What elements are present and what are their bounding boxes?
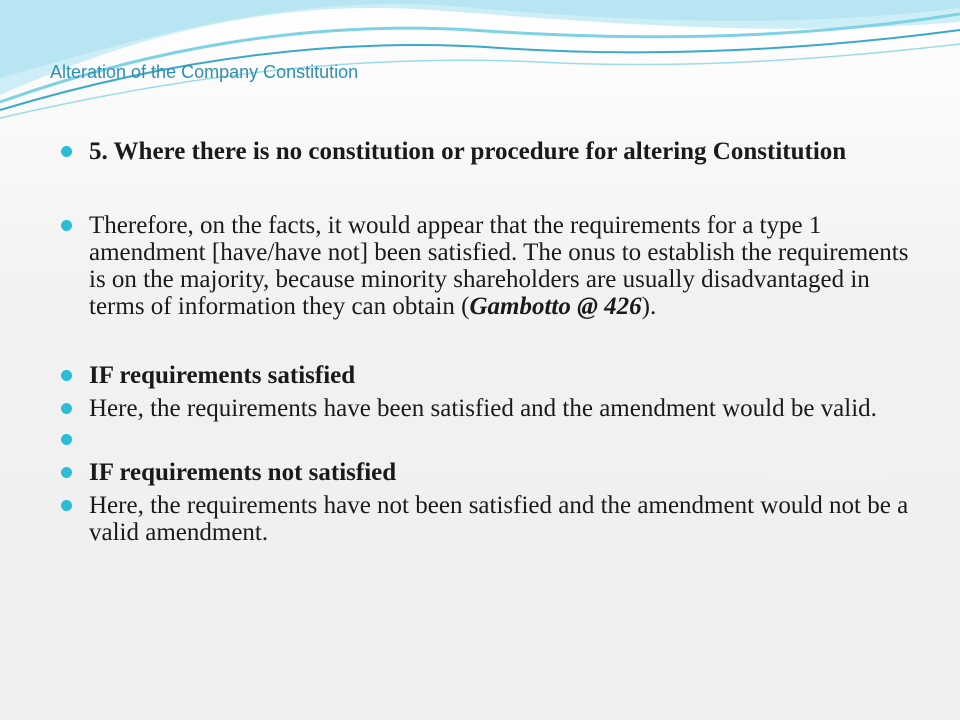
bullet-icon	[61, 370, 72, 381]
list-item	[60, 492, 920, 546]
list-item	[60, 459, 920, 486]
bullet-icon	[61, 220, 72, 231]
bullet-text: Therefore, on the facts, it would appear that the requirements for a type 1 amendment [have/have not] been satisfied. The onus to establish the requirements is on the majority, because minority shareholders are usually disadvantaged in terms of information they can obtain (	[89, 212, 909, 320]
case-citation: Gambotto @ 426	[469, 293, 642, 320]
bullet-icon	[61, 434, 72, 445]
bullet-icon	[61, 403, 72, 414]
bullet-icon	[61, 500, 72, 511]
list-item	[60, 212, 920, 320]
bullet-icon	[61, 467, 72, 478]
bullet-text: 5. Where there is no constitution or procedure for altering Constitution	[89, 138, 847, 165]
list-item-empty	[60, 426, 920, 453]
list-item	[60, 395, 920, 422]
bullet-list	[60, 138, 920, 546]
bullet-text: Here, the requirements have been satisfied and the amendment would be valid.	[89, 395, 877, 422]
bullet-text-end: ).	[641, 293, 657, 320]
list-item	[60, 138, 920, 165]
bullet-text: Here, the requirements have not been satisfied and the amendment would not be a valid amendment.	[89, 492, 909, 546]
bullet-text: IF requirements satisfied	[89, 362, 356, 389]
bullet-icon	[61, 146, 72, 157]
bullet-text: IF requirements not satisfied	[89, 459, 397, 486]
list-item	[60, 362, 920, 389]
slide-title: Alteration of the Company Constitution	[50, 62, 359, 82]
